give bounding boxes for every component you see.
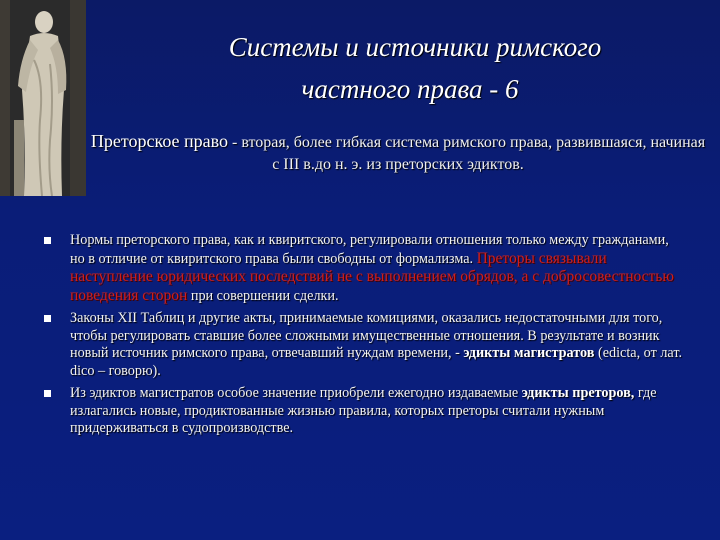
title-line-2: частного права - 6 — [301, 74, 519, 104]
slide-title — [110, 26, 710, 110]
statue-image — [0, 0, 86, 196]
bullet2-text: Законы XII Таблиц и другие акты, принимаемые комициями, оказались недостаточными для того, чтобы регулировать ставшие более сложными имущественные отношения. В результате и возник новый источник римского права, отвечавший нуждам времени, - — [70, 310, 663, 361]
bullet2-bold: эдикты магистратов — [463, 345, 595, 361]
intro-paragraph — [88, 130, 708, 176]
bullet-list — [42, 232, 682, 443]
bullet2-text-end: (edicta, от лат. dico – говорю). — [70, 345, 683, 379]
intro-text: - вторая, более гибкая система римского права, развившаяся, начиная с III в.до н. э. из преторских эдиктов. — [228, 134, 706, 173]
title-line-1: Системы и источники римского — [228, 32, 602, 62]
bullet-square-icon — [44, 315, 51, 322]
list-item — [42, 232, 682, 305]
bullet1-text: Нормы преторского права, как и квиритского, регулировали отношения только между гражданами, но в отличие от квиритского права были свободны от формализма. — [70, 232, 669, 267]
bullet3-bold: эдикты преторов, — [521, 385, 635, 401]
bullet1-highlight: Преторы связывали наступление юридических последствий не с выполнением обрядов, а с добросовестностью поведения сторон — [70, 249, 674, 304]
intro-term: Преторское право — [90, 131, 229, 151]
list-item — [42, 385, 682, 438]
bullet-square-icon — [44, 390, 51, 397]
list-item — [42, 310, 682, 380]
bullet1-text-end: при совершении сделки. — [187, 287, 339, 304]
bullet3-text: Из эдиктов магистратов особое значение приобрели ежегодно издаваемые — [70, 385, 522, 401]
bullet3-text-end: где излагались новые, продиктованные жизнью правила, которых преторы считали нужным придерживаться в судопроизводстве. — [70, 385, 657, 436]
bullet-square-icon — [44, 237, 51, 244]
